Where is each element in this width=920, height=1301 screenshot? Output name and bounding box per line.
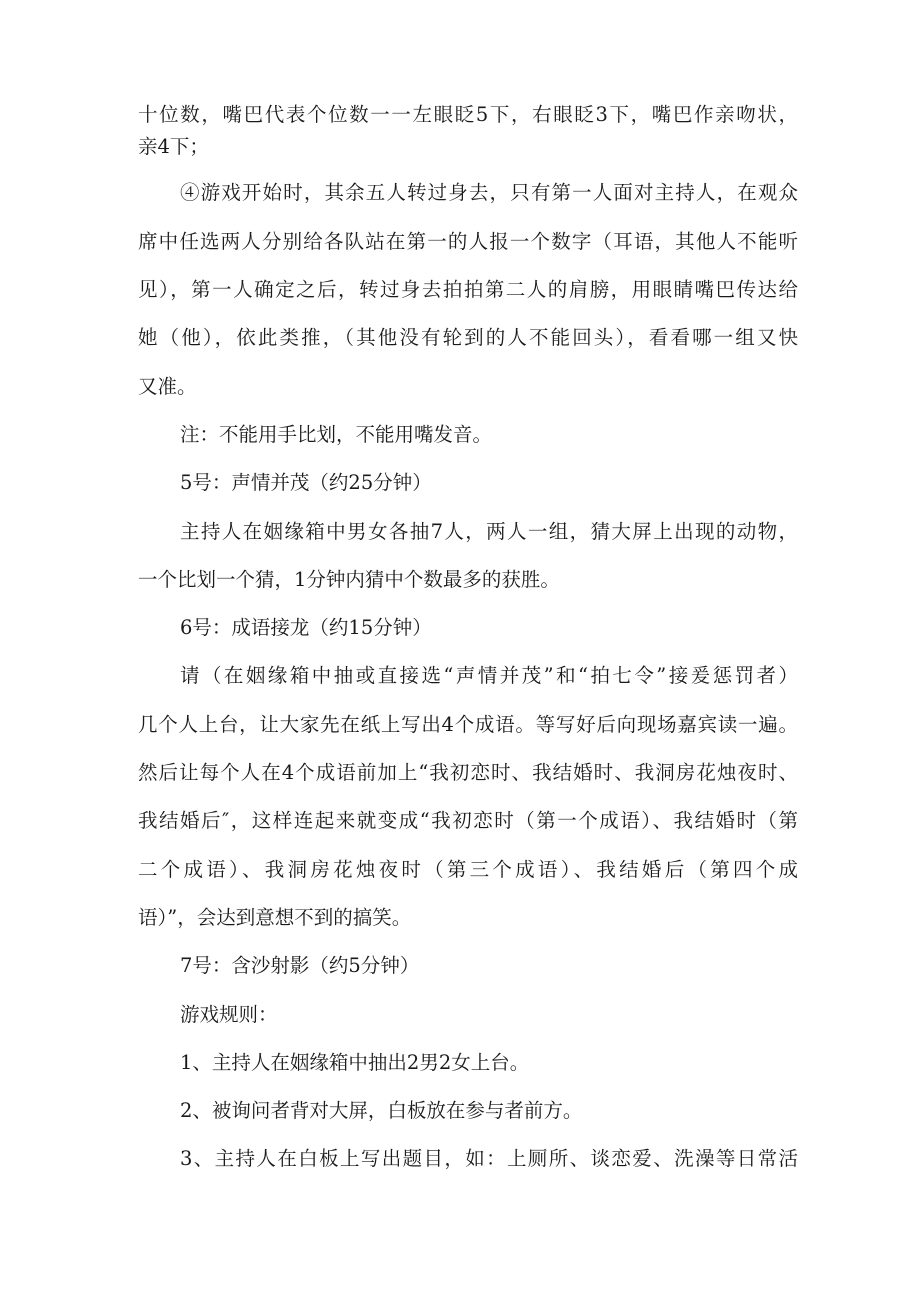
paragraph-line-17: 二个成语）、我洞房花烛夜时（第三个成语）、我结婚后（第四个成 — [138, 858, 798, 881]
section-heading-7: 7号：含沙射影（约5分钟） — [180, 954, 420, 977]
rule-item-1: 1、主持人在姻缘箱中抽出2男2女上台。 — [180, 1051, 530, 1074]
text-line-1: 十位数，嘴巴代表个位数一一左眼眨5下，右眼眨3下，嘴巴作亲吻状， — [138, 103, 798, 126]
paragraph-line-3: ④游戏开始时，其余五人转过身去，只有第一人面对主持人，在观众 — [180, 181, 798, 204]
text-line-2: 亲4下； — [138, 135, 209, 158]
paragraph-line-6: 她（他），依此类推，（其他没有轮到的人不能回头），看看哪一组又快 — [138, 326, 798, 349]
rule-item-2: 2、被询问者背对大屏，白板放在参与者前方。 — [180, 1099, 583, 1122]
paragraph-line-15: 然后让每个人在4个成语前加上“我初恋时、我结婚时、我洞房花烛夜时、 — [138, 761, 798, 784]
paragraph-line-10: 主持人在姻缘箱中男女各抽7人，两人一组，猜大屏上出现的动物， — [180, 520, 798, 543]
paragraph-line-14: 几个人上台，让大家先在纸上写出4个成语。等写好后向现场嘉宾读一遍。 — [138, 713, 798, 736]
rules-heading: 游戏规则： — [180, 1003, 278, 1026]
paragraph-line-18: 语）”，会达到意想不到的搞笑。 — [138, 906, 412, 929]
paragraph-line-7: 又准。 — [138, 375, 197, 398]
paragraph-line-4: 席中任选两人分别给各队站在第一的人报一个数字（耳语，其他人不能听 — [138, 230, 798, 253]
section-heading-6: 6号：成语接龙（约15分钟） — [180, 616, 432, 639]
rule-item-3: 3、主持人在白板上写出题目，如：上厕所、谈恋爱、洗澡等日常活 — [180, 1147, 798, 1170]
note-line: 注：不能用手比划，不能用嘴发音。 — [180, 423, 493, 446]
section-heading-5: 5号：声情并茂（约25分钟） — [180, 471, 432, 494]
paragraph-line-16: 我结婚后″，这样连起来就变成“我初恋时（第一个成语）、我结婚时（第 — [138, 809, 798, 832]
paragraph-line-13: 请（在姻缘箱中抽或直接选“声情并茂”和“拍七令”接爰惩罚者） — [180, 664, 798, 687]
paragraph-line-11: 一个比划一个猜，1分钟内猜中个数最多的获胜。 — [138, 568, 560, 591]
paragraph-line-5: 见），第一人确定之后，转过身去拍拍第二人的肩膀，用眼睛嘴巴传达给 — [138, 278, 798, 301]
